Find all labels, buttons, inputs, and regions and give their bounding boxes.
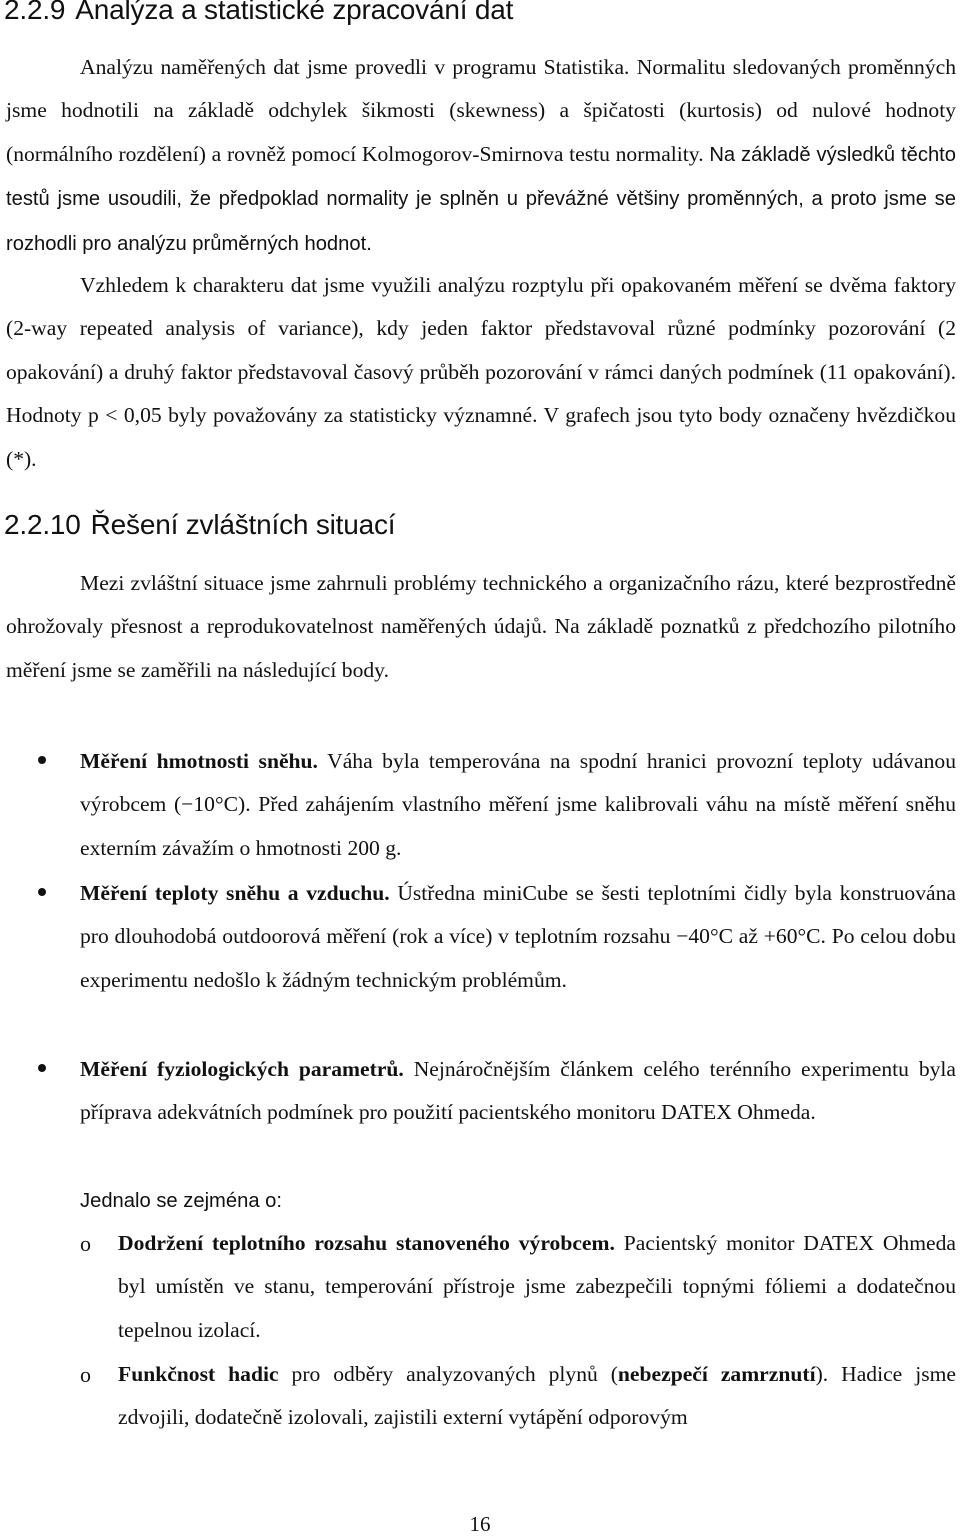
bullet-icon xyxy=(38,888,46,896)
paragraph-analysis-intro xyxy=(6,46,956,266)
sub-bullet-marker: o xyxy=(80,1362,91,1387)
section-heading-2-2-9 xyxy=(4,0,513,26)
sublist-item-title: Dodržení teplotního rozsahu stanoveného výrobcem. xyxy=(118,1231,615,1255)
list-item xyxy=(80,740,956,870)
section-title: Řešení zvláštních situací xyxy=(90,509,396,540)
paragraph-anova xyxy=(6,264,956,481)
sublist-item-text: pro odběry analyzovaných plynů ( xyxy=(291,1362,618,1386)
sublist-item-text: ). Hadice jsme zdvojili, dodatečně izolovali, zajistili externí vytápění odporovým xyxy=(118,1362,956,1430)
paragraph-text-sans: Na základě výsledků těchto testů jsme usoudili, že předpoklad normality je splněn u převážné většiny proměnných, a proto jsme se rozhodli pro analýzu průměrných hodnot. xyxy=(6,143,957,255)
paragraph-text: Analýzu naměřených dat jsme provedli v programu Statistika. Normalitu sledovaných proměnných jsme hodnotili na základě odchylek šikmosti (skewness) a špičatosti (kurtosis) od nulové hodnoty (normálního rozdělení) a rovněž pomocí Kolmogorov-Smirnova testu normality. xyxy=(6,55,956,166)
sublist-intro: Jednalo se zejména o: xyxy=(80,1190,283,1212)
list-item xyxy=(80,1048,956,1135)
list-item-text: Ústředna miniCube se šesti teplotními čidly byla konstruována pro dlouhodobá outdoorová měření (rok a více) v teplotním rozsahu −40°C až +60°C. Po celou dobu experimentu nedošlo k žádným technickým problémům. xyxy=(80,881,956,992)
section-title: Analýza a statistické zpracování dat xyxy=(75,0,514,25)
list-item-text: Nejnáročnějším článkem celého terénního experimentu byla příprava adekvátních podmínek pro použití pacientského monitoru DATEX Ohmeda. xyxy=(80,1057,956,1125)
bullet-icon xyxy=(38,756,46,764)
list-item-title: Měření hmotnosti sněhu. xyxy=(80,749,318,773)
list-item-title: Měření teploty sněhu a vzduchu. xyxy=(80,881,390,905)
sublist-item-emphasis: nebezpečí zamrznutí xyxy=(617,1362,816,1386)
list-item-text: Váha byla temperována na spodní hranici provozní teploty udávanou výrobcem (−10°C). Před zahájením vlastního měření jsme kalibrovali váhu na místě měření sněhu externím závažím o hmotnosti 200 g. xyxy=(80,749,956,860)
page-number: 16 xyxy=(469,1512,491,1536)
sublist-item-text: Pacientský monitor DATEX Ohmeda byl umístěn ve stanu, temperování přístroje jsme zabezpečili topnými fóliemi a dodatečnou tepelnou izolací. xyxy=(118,1231,956,1342)
list-item-title: Měření fyziologických parametrů. xyxy=(80,1057,404,1081)
sub-bullet-marker: o xyxy=(80,1231,91,1256)
paragraph-text: Mezi zvláštní situace jsme zahrnuli problémy technického a organizačního rázu, které bezprostředně ohrožovaly přesnost a reprodukovatelnost naměřených údajů. Na základě poznatků z předchozího pilotního měření jsme se zaměřili na následující body. xyxy=(6,571,956,682)
paragraph-text: Vzhledem k charakteru dat jsme využili analýzu rozptylu při opakovaném měření se dvěma faktory (2-way repeated analysis of variance), kdy jeden faktor představoval různé podmínky pozorování (2 opakování) a druhý faktor představoval časový průběh pozorování v rámci daných podmínek (11 opakování). Hodnoty p < 0,05 byly považovány za statisticky významné. V grafech jsou tyto body označeny hvězdičkou (*). xyxy=(6,273,956,471)
section-heading-2-2-10 xyxy=(4,509,395,541)
sublist-item xyxy=(118,1353,956,1440)
sublist-item-title: Funkčnost hadic xyxy=(118,1362,279,1386)
list-item xyxy=(80,872,956,1002)
bullet-icon xyxy=(38,1064,46,1072)
paragraph-special-situations xyxy=(6,562,956,692)
sublist-item xyxy=(118,1222,956,1352)
section-number: 2.2.10 xyxy=(4,509,81,540)
section-number: 2.2.9 xyxy=(4,0,66,25)
